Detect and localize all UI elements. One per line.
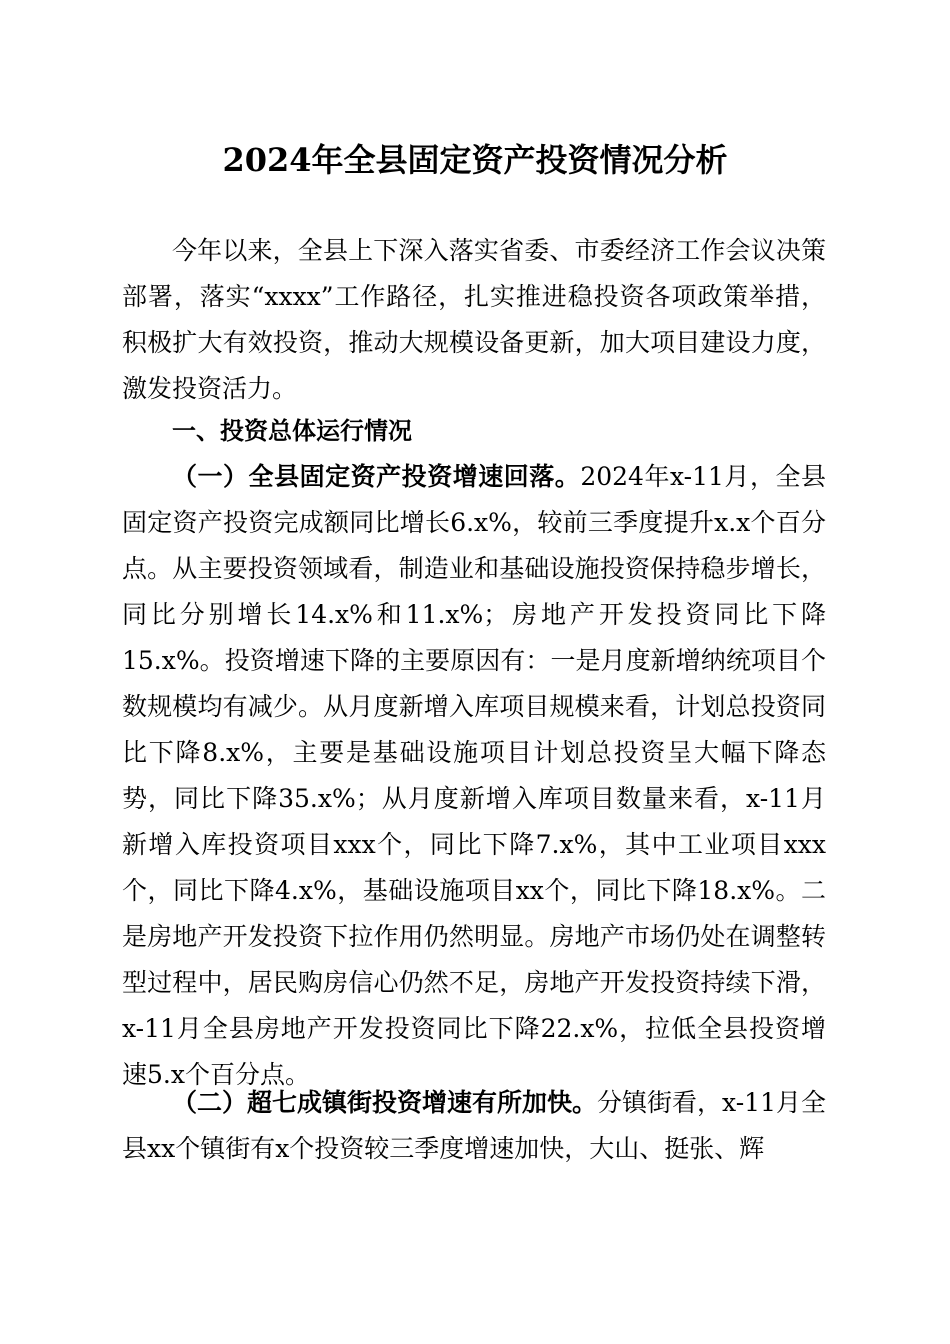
subsection-2-body: 分镇街看，x-11月全县xx个镇街有x个投资较三季度增速加快，大山、挺张、辉 <box>122 1088 826 1163</box>
subsection-1-lead: （一）全县固定资产投资增速回落。 <box>172 462 581 491</box>
subsection-2-paragraph <box>122 1080 826 1172</box>
section-heading-1: 一、投资总体运行情况 <box>172 417 412 445</box>
intro-paragraph: 今年以来，全县上下深入落实省委、市委经济工作会议决策部署，落实“xxxx”工作路径，扎实推进稳投资各项政策举措，积极扩大有效投资，推动大规模设备更新，加大项目建设力度，激发投资活力。 <box>122 236 826 403</box>
document-title: 2024年全县固定资产投资情况分析 <box>222 141 728 179</box>
subsection-1-paragraph <box>122 454 826 1098</box>
subsection-2-lead: （二）超七成镇街投资增速有所加快。 <box>172 1088 598 1117</box>
subsection-1-body: 2024年x-11月，全县固定资产投资完成额同比增长6.x%，较前三季度提升x.x个百分点。从主要投资领域看，制造业和基础设施投资保持稳步增长，同比分别增长14.x%和11.x%；房地产开发投资同比下降15.x%。投资增速下降的主要原因有：一是月度新增纳统项目个数规模均有减少。从月度新增入库项目规模来看，计划总投资同比下降8.x%，主要是基础设施项目计划总投资呈大幅下降态势，同比下降35.x%；从月度新增入库项目数量来看，x-11月新增入库投资项目xxx个，同比下降7.x%，其中工业项目xxx个，同比下降4.x%，基础设施项目xx个，同比下降18.x%。二是房地产开发投资下拉作用仍然明显。房地产市场仍处在调整转型过程中，居民购房信心仍然不足，房地产开发投资持续下滑，x-11月全县房地产开发投资同比下降22.x%，拉低全县投资增速5.x个百分点。 <box>122 462 826 1089</box>
